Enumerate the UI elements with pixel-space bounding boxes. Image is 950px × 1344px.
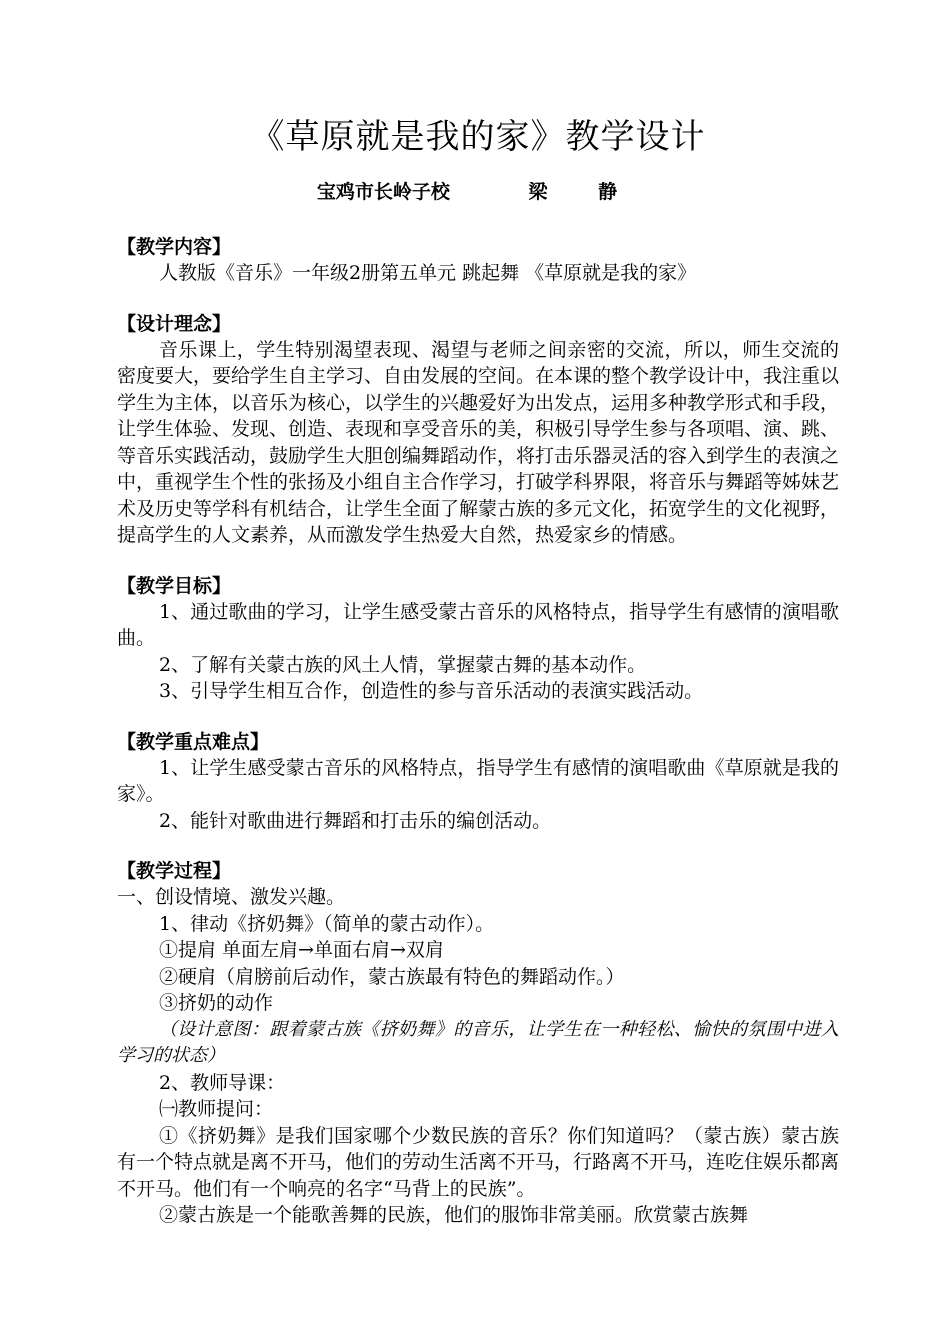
design-note: （设计意图：跟着蒙古族《挤奶舞》的音乐，让学生在一种轻松、愉快的氛围中进入学习的状态） <box>117 1018 839 1066</box>
document-title: 《草原就是我的家》教学设计 <box>250 117 706 157</box>
section-heading: 【设计理念】 <box>117 312 232 335</box>
section-concept <box>117 311 839 549</box>
paragraph: ①《挤奶舞》是我们国家哪个少数民族的音乐？你们知道吗？（蒙古族）蒙古族有一个特点就是离不开马，他们的劳动生活离不开马，行路离不开马，连吃住娱乐都离不开马。他们有一个响亮的名字“马背上的民族”。 <box>117 1124 840 1200</box>
section-content <box>117 234 839 287</box>
section-goals <box>117 573 839 705</box>
paragraph: 音乐课上，学生特别渴望表现、渴望与老师之间亲密的交流，所以，师生交流的密度要大，要给学生自主学习、自由发展的空间。在本课的整个教学设计中，我注重以学生为主体，以音乐为核心，以学生的兴趣爱好为出发点，运用多种教学形式和手段，让学生体验、发现、创造、表现和享受音乐的美，积极引导学生参与各项唱、演、跳、等音乐实践活动，鼓励学生大胆创编舞蹈动作，将打击乐器灵活的容入到学生的表演之中，重视学生个性的张扬及小组自主合作学习，打破学科界限，将音乐与舞蹈等姊妹艺术及历史等学科有机结合，让学生全面了解蒙古族的多元文化，拓宽学生的文化视野，提高学生的人文素养，从而激发学生热爱大自然，热爱家乡的情感。 <box>117 338 840 546</box>
paragraph: ②蒙古族是一个能歌善舞的民族，他们的服饰非常美丽。欣赏蒙古族舞 <box>159 1204 749 1226</box>
document-page <box>117 112 839 1253</box>
paragraph: 2、了解有关蒙古族的风土人情，掌握蒙古舞的基本动作。 <box>159 653 647 676</box>
paragraph: 1、通过歌曲的学习，让学生感受蒙古音乐的风格特点，指导学生有感情的演唱歌曲。 <box>117 600 839 649</box>
paragraph: 1、律动《挤奶舞》（简单的蒙古动作）。 <box>159 912 495 935</box>
section-heading: 【教学重点难点】 <box>117 730 270 753</box>
section-keypoints <box>117 729 839 835</box>
author-name: 梁 静 <box>528 181 640 203</box>
paragraph: ②硬肩（肩膀前后动作，蒙古族最有特色的舞蹈动作。） <box>159 965 625 988</box>
paragraph: 一、创设情境、激发兴趣。 <box>117 886 346 908</box>
paragraph: 2、教师导课： <box>159 1071 286 1094</box>
author-line <box>117 178 839 206</box>
section-process <box>117 858 839 1229</box>
paragraph: 2、能针对歌曲进行舞蹈和打击乐的编创活动。 <box>159 809 552 832</box>
paragraph: 人教版《音乐》一年级2册第五单元 跳起舞 《草原就是我的家》 <box>159 262 697 284</box>
section-heading: 【教学过程】 <box>117 860 232 882</box>
paragraph: 1、让学生感受蒙古音乐的风格特点，指导学生有感情的演唱歌曲《草原就是我的家》。 <box>117 756 839 805</box>
paragraph: ③挤奶的动作 <box>159 992 274 1014</box>
paragraph: ㈠教师提问： <box>159 1098 274 1120</box>
paragraph: 3、引导学生相互合作，创造性的参与音乐活动的表演实践活动。 <box>159 680 704 702</box>
paragraph: ①提肩 单面左肩→单面右肩→双肩 <box>159 939 444 961</box>
section-heading: 【教学内容】 <box>117 236 232 258</box>
section-heading: 【教学目标】 <box>117 574 232 597</box>
school-name: 宝鸡市长岭子校 <box>316 181 450 203</box>
